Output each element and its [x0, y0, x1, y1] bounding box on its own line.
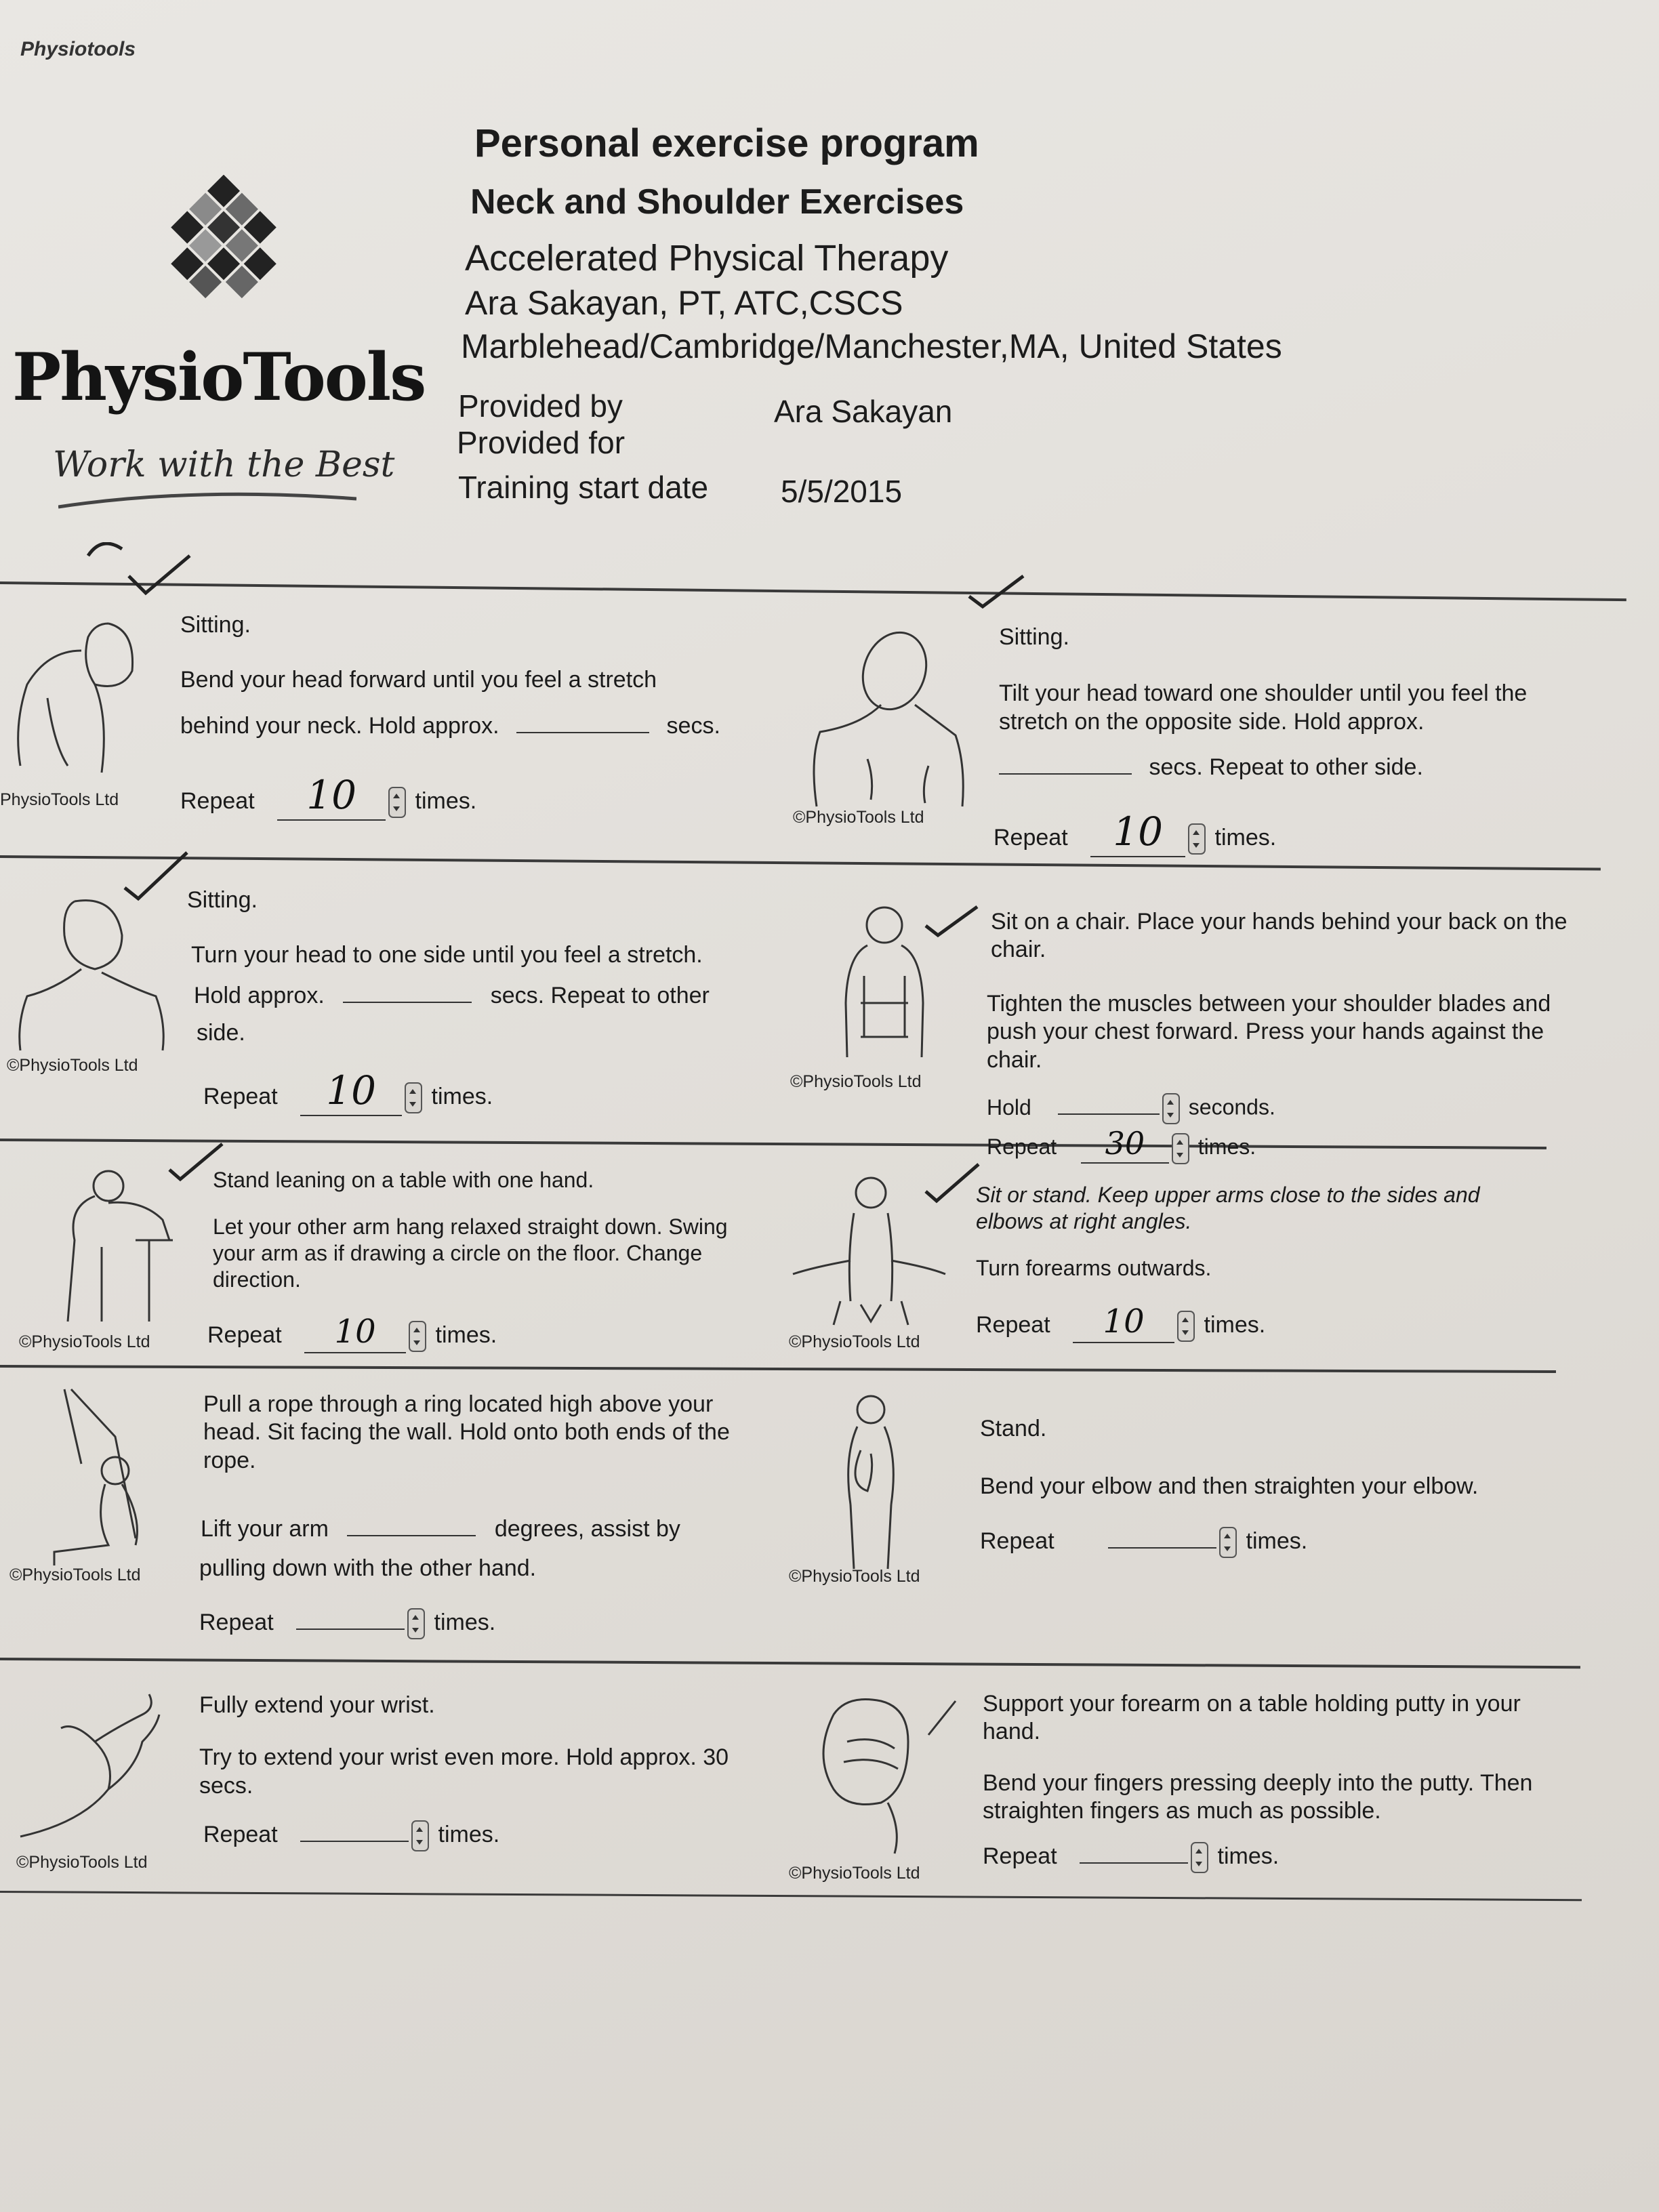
divider	[0, 1891, 1582, 1901]
times-label: times.	[1214, 824, 1277, 851]
scapular-retraction-figure	[834, 901, 935, 1071]
repeat-stepper[interactable]	[407, 1608, 425, 1639]
exercise-position: Sitting.	[999, 624, 1069, 650]
exercise-instruction: Fully extend your wrist.	[199, 1692, 435, 1718]
therapist-name: Ara Sakayan, PT, ATC,CSCS	[465, 284, 903, 322]
repeat-stepper[interactable]	[1172, 1133, 1189, 1164]
repeat-label: Repeat	[207, 1322, 282, 1349]
exercise-instruction: Turn your head to one side until you feel a stretch.	[191, 942, 703, 968]
times-label: times.	[1204, 1312, 1266, 1338]
exercise-instruction: Hold approx.	[194, 982, 325, 1008]
credit-label: ©PhysioTools Ltd	[19, 1332, 150, 1351]
elbow-flexion-figure	[834, 1389, 908, 1572]
brand-small: Physiotools	[20, 38, 136, 60]
page-title: Personal exercise program	[474, 121, 979, 165]
logo-tagline: Work with the Best	[53, 445, 395, 485]
repeat-count-field[interactable]	[1108, 1547, 1216, 1549]
times-label: times.	[415, 788, 477, 815]
repeat-stepper[interactable]	[1177, 1311, 1195, 1342]
repeat-stepper[interactable]	[1219, 1527, 1237, 1558]
times-label: times.	[434, 1610, 496, 1636]
hold-seconds-field[interactable]	[516, 732, 649, 733]
hold-label: Hold	[987, 1094, 1031, 1120]
handwritten-value: 10	[1113, 808, 1163, 855]
exercise-instruction: Bend your elbow and then straighten your elbow.	[980, 1473, 1479, 1500]
exercise-6	[976, 1182, 1572, 1343]
exercise-instruction: behind your neck. Hold approx.	[180, 712, 499, 739]
times-label: times.	[435, 1322, 497, 1349]
checkmark-icon	[962, 569, 1030, 610]
hold-seconds-field[interactable]	[343, 1002, 472, 1003]
repeat-stepper[interactable]	[388, 787, 406, 818]
handwritten-value: 10	[334, 1313, 376, 1351]
exercise-instruction: Tighten the muscles between your shoulder blades and push your chest forward. Press your hands against the chair.	[987, 990, 1551, 1073]
repeat-count-field[interactable]	[1081, 1124, 1169, 1164]
logo-swoosh-icon	[58, 487, 356, 514]
credit-label: PhysioTools Ltd	[0, 790, 119, 809]
exercise-instruction: degrees, assist by	[494, 1516, 680, 1542]
credit-label: ©PhysioTools Ltd	[789, 1332, 920, 1351]
exercise-instruction: pulling down with the other hand.	[199, 1555, 537, 1581]
provided-for-label: Provided for	[457, 425, 626, 460]
exercise-2	[994, 623, 1595, 857]
seconds-label: seconds.	[1188, 1094, 1275, 1120]
repeat-stepper[interactable]	[1188, 823, 1206, 855]
wrist-extension-figure	[14, 1687, 163, 1843]
exercise-9	[199, 1692, 782, 1851]
hold-seconds-field[interactable]	[999, 773, 1132, 775]
checkmark-icon	[81, 542, 197, 603]
degrees-field[interactable]	[347, 1535, 476, 1536]
exercise-position: Stand.	[980, 1416, 1047, 1441]
exercise-instruction: side.	[197, 1020, 245, 1046]
repeat-count-field[interactable]	[277, 771, 386, 821]
repeat-count-field[interactable]	[300, 1841, 409, 1842]
clinic-name: Accelerated Physical Therapy	[465, 238, 949, 279]
repeat-label: Repeat	[987, 1134, 1057, 1160]
divider	[0, 1365, 1556, 1373]
exercise-instruction: secs. Repeat to other	[490, 982, 710, 1008]
repeat-count-field[interactable]	[1073, 1302, 1174, 1343]
repeat-stepper[interactable]	[1191, 1842, 1208, 1873]
neck-flexion-figure	[7, 610, 149, 786]
physiotools-logo-icon	[142, 175, 305, 324]
exercise-instruction: Support your forearm on a table holding putty in your hand.	[983, 1691, 1521, 1745]
divider	[0, 855, 1601, 871]
exercise-instruction: Sit on a chair. Place your hands behind your back on the chair.	[991, 909, 1568, 963]
exercise-instruction: Tilt your head toward one shoulder until you feel the stretch on the opposite side. Hold approx.	[999, 680, 1528, 735]
times-label: times.	[1217, 1843, 1279, 1869]
page-subtitle: Neck and Shoulder Exercises	[470, 182, 964, 222]
credit-label: ©PhysioTools Ltd	[9, 1565, 141, 1584]
credit-label: ©PhysioTools Ltd	[789, 1567, 920, 1586]
repeat-label: Repeat	[180, 788, 255, 815]
exercise-instruction: Pull a rope through a ring located high above your head. Sit facing the wall. Hold onto both ends of the rope.	[203, 1391, 730, 1473]
exercise-instruction: Stand leaning on a table with one hand.	[213, 1168, 594, 1192]
repeat-label: Repeat	[980, 1528, 1054, 1554]
exercise-8	[980, 1415, 1576, 1558]
repeat-stepper[interactable]	[409, 1321, 426, 1352]
repeat-stepper[interactable]	[411, 1820, 429, 1851]
credit-label: ©PhysioTools Ltd	[790, 1072, 922, 1091]
repeat-stepper[interactable]	[405, 1082, 422, 1113]
credit-label: ©PhysioTools Ltd	[16, 1853, 148, 1872]
pendulum-figure	[61, 1166, 176, 1328]
repeat-label: Repeat	[199, 1610, 274, 1636]
repeat-label: Repeat	[976, 1312, 1050, 1338]
seconds-label: secs.	[666, 712, 720, 739]
logo-wordmark: PhysioTools	[12, 339, 426, 415]
repeat-count-field[interactable]	[300, 1067, 402, 1116]
exercise-10	[983, 1690, 1579, 1873]
credit-label: ©PhysioTools Ltd	[789, 1864, 920, 1883]
exercise-5	[207, 1167, 809, 1353]
handwritten-value: 10	[326, 1067, 376, 1113]
repeat-count-field[interactable]	[304, 1312, 406, 1353]
repeat-count-field[interactable]	[1090, 808, 1185, 857]
times-label: times.	[431, 1083, 493, 1109]
times-label: times.	[438, 1822, 500, 1848]
repeat-count-field[interactable]	[296, 1629, 405, 1630]
repeat-label: Repeat	[983, 1843, 1057, 1869]
handwritten-value: 10	[1103, 1303, 1145, 1341]
exercise-1	[180, 611, 790, 821]
exercise-instruction: Bend your head forward until you feel a stretch	[180, 667, 657, 693]
provided-by-value: Ara Sakayan	[774, 394, 953, 429]
exercise-instruction: Try to extend your wrist even more. Hold approx. 30 secs.	[199, 1744, 729, 1799]
divider	[0, 581, 1626, 601]
putty-grip-figure	[806, 1687, 962, 1857]
handwritten-value: 10	[306, 772, 356, 819]
provided-by-label: Provided by	[458, 388, 623, 424]
exercise-instruction: Sit or stand. Keep upper arms close to the sides and elbows at right angles.	[976, 1183, 1480, 1234]
repeat-label: Repeat	[203, 1083, 278, 1109]
credit-label: ©PhysioTools Ltd	[7, 1056, 138, 1075]
hold-seconds-field[interactable]	[1058, 1113, 1160, 1115]
start-date-value: 5/5/2015	[781, 474, 903, 509]
exercise-position: Sitting.	[180, 612, 251, 638]
handwritten-value: 30	[1105, 1125, 1145, 1162]
exercise-instruction: Turn forearms outwards.	[976, 1256, 1212, 1281]
exercise-4	[987, 908, 1583, 1164]
clinic-locations: Marblehead/Cambridge/Manchester,MA, United States	[461, 327, 1282, 365]
hold-stepper[interactable]	[1162, 1093, 1180, 1124]
external-rotation-figure	[786, 1172, 949, 1328]
exercise-3	[187, 886, 783, 1116]
times-label: times.	[1246, 1528, 1308, 1554]
exercise-instruction: Let your other arm hang relaxed straight down. Swing your arm as if drawing a circle on the floor. Change direction.	[213, 1214, 728, 1292]
rope-pulley-figure	[41, 1382, 149, 1565]
neck-side-tilt-figure	[806, 623, 969, 813]
start-date-label: Training start date	[458, 470, 709, 505]
exercise-instruction: secs. Repeat to other side.	[1149, 754, 1423, 781]
neck-rotation-figure	[14, 888, 169, 1057]
repeat-label: Repeat	[994, 824, 1068, 851]
times-label: times.	[1197, 1134, 1256, 1160]
repeat-label: Repeat	[203, 1822, 278, 1848]
exercise-position: Sitting.	[187, 887, 258, 913]
divider	[0, 1658, 1580, 1668]
exercise-7	[199, 1391, 786, 1639]
repeat-count-field[interactable]	[1080, 1862, 1188, 1864]
exercise-instruction: Lift your arm	[201, 1516, 329, 1542]
exercise-instruction: Bend your fingers pressing deeply into the putty. Then straighten fingers as much as possible.	[983, 1769, 1533, 1824]
credit-label: ©PhysioTools Ltd	[793, 808, 924, 827]
